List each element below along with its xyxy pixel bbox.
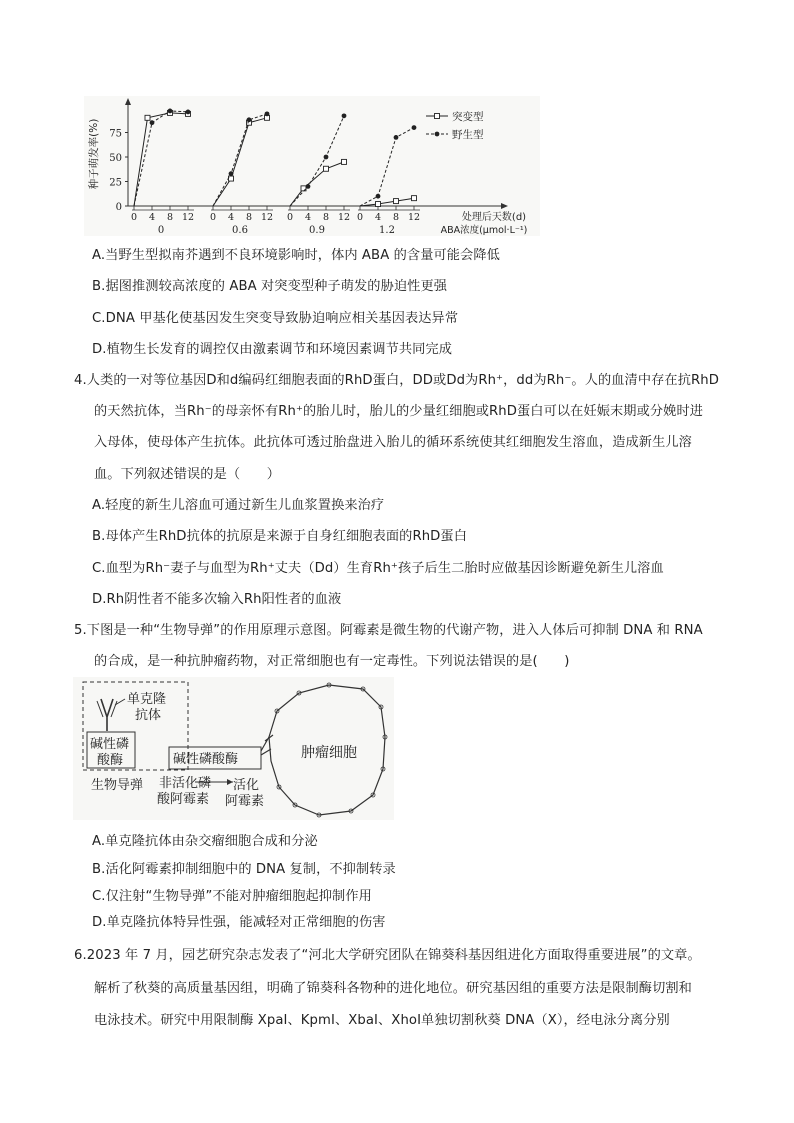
- antibody-label-2: 抗体: [135, 708, 162, 723]
- wild-data-point: [324, 155, 329, 160]
- wild-data-point: [186, 110, 191, 115]
- antibody-label-1: 单克隆: [127, 692, 167, 707]
- q6-stem-line-2: 解析了秋葵的高质量基因组，明确了锦葵科各物种的进化地位。研究基因组的重要方法是限制酶切割和: [94, 981, 692, 996]
- q5-stem-line-1: 5.下图是一种“生物导弹”的作用原理示意图。阿霉素是微生物的代谢产物，进入人体后可抑制 DNA 和 RNA: [74, 623, 703, 638]
- x-tick-label: 4: [227, 212, 235, 223]
- x-tick-label: 8: [245, 212, 253, 223]
- wild-data-point: [394, 135, 399, 140]
- x-tick-label: 0: [130, 212, 138, 223]
- missile-label: 生物导弹: [91, 778, 144, 793]
- diagram-svg: [73, 677, 394, 820]
- mutant-data-point: [342, 159, 347, 164]
- x-tick-label: 0: [286, 212, 294, 223]
- x-tick-label: 4: [374, 212, 382, 223]
- x-tick-label: 8: [392, 212, 400, 223]
- q5-option-c: C.仅注射“生物导弹”不能对肿瘤细胞起抑制作用: [92, 889, 372, 904]
- y-tick-label: 0: [115, 202, 122, 213]
- wild-data-point: [229, 171, 234, 176]
- y-tick-label: 50: [109, 153, 122, 164]
- q5-option-d: D.单克隆抗体特异性强，能减轻对正常细胞的伤害: [92, 915, 386, 930]
- q5-option-a: A.单克隆抗体由杂交瘤细胞合成和分泌: [92, 834, 318, 849]
- inactive-drug-label-1: 非活化磷: [159, 776, 212, 791]
- aba-group-label: 1.2: [379, 225, 395, 236]
- x-tick-label: 8: [166, 212, 174, 223]
- y-tick-label: 25: [109, 177, 122, 189]
- q4-option-d: D.Rh阴性者不能多次输入Rh阳性者的血液: [92, 592, 342, 607]
- mutant-data-point: [229, 176, 234, 181]
- active-drug-label-1: 活化: [233, 778, 260, 793]
- q3-option-a: A.当野生型拟南芥遇到不良环境影响时，体内 ABA 的含量可能会降低: [92, 248, 500, 263]
- x-tick-label: 0: [209, 212, 217, 223]
- x-tick-label: 12: [260, 212, 274, 223]
- aba-concentration-label: ABA浓度(μmol·L⁻¹): [440, 225, 528, 236]
- wild-data-point: [306, 184, 311, 189]
- wild-data-point: [150, 120, 155, 125]
- inactive-drug-label-2: 酸阿霉素: [157, 792, 210, 807]
- x-tick-label: 12: [407, 212, 421, 223]
- q5-stem-line-2: 的合成，是一种抗肿瘤药物，对正常细胞也有一定毒性。下列说法错误的是( ): [94, 654, 570, 669]
- q4-option-b: B.母体产生RhD抗体的抗原是来源于自身红细胞表面的RhD蛋白: [92, 529, 468, 544]
- alp-box-label-2: 酸酶: [97, 753, 124, 768]
- wild-data-point: [247, 117, 252, 122]
- wild-data-point: [342, 113, 347, 118]
- q4-stem-line-2: 的天然抗体，当Rh⁻的母亲怀有Rh⁺的胎儿时，胎儿的少量红细胞或RhD蛋白可以在妊娠末期或分娩时进: [94, 404, 704, 419]
- aba-group-label: 0.9: [309, 225, 325, 236]
- x-tick-label: 4: [304, 212, 312, 223]
- active-drug-label-2: 阿霉素: [225, 794, 265, 809]
- wild-data-point: [265, 111, 270, 116]
- alp-box-label-1: 碱性磷: [90, 737, 130, 752]
- q3-option-c: C.DNA 甲基化使基因发生突变导致胁迫响应相关基因表达异常: [92, 311, 459, 326]
- q3-option-b: B.据图推测较高浓度的 ABA 对突变型种子萌发的胁迫性更强: [92, 279, 448, 294]
- x-tick-label: 8: [322, 212, 330, 223]
- alp-bound-label: 碱性磷酸酶: [173, 752, 239, 767]
- x-axis-label: 处理后天数(d): [461, 212, 527, 223]
- mutant-data-point: [394, 199, 399, 204]
- biological-missile-diagram: [73, 677, 394, 820]
- wild-data-point: [412, 125, 417, 130]
- tumor-cell-label: 肿瘤细胞: [301, 745, 357, 761]
- q6-stem-line-1: 6.2023 年 7 月，园艺研究杂志发表了“河北大学研究团队在锦葵科基因组进化方面取得重要进展”的文章。: [74, 948, 701, 963]
- aba-group-label: 0: [157, 225, 165, 236]
- mutant-data-point: [376, 202, 381, 207]
- x-tick-label: 0: [356, 212, 364, 223]
- mutant-data-point: [324, 166, 329, 171]
- x-tick-label: 4: [148, 212, 156, 223]
- legend-mutant-marker: [435, 114, 440, 119]
- legend-wild-marker: [435, 132, 440, 137]
- q4-stem-line-3: 入母体，使母体产生抗体。此抗体可透过胎盘进入胎儿的循环系统使其红细胞发生溶血，造成新生儿溶: [94, 435, 692, 450]
- seed-germination-chart: [84, 96, 540, 236]
- mutant-data-point: [145, 115, 150, 120]
- y-axis-label: 种子萌发率(%): [88, 118, 100, 190]
- x-tick-label: 12: [181, 212, 195, 223]
- q4-option-a: A.轻度的新生儿溶血可通过新生儿血浆置换来治疗: [92, 498, 385, 513]
- wild-data-point: [376, 194, 381, 199]
- q4-option-c: C.血型为Rh⁻妻子与血型为Rh⁺丈夫（Dd）生育Rh⁺孩子后生二胎时应做基因诊断避免新生儿溶血: [92, 561, 664, 576]
- q4-stem-line-1: 4.人类的一对等位基因D和d编码红细胞表面的RhD蛋白，DD或Dd为Rh⁺，dd为Rh⁻。人的血清中存在抗RhD: [74, 373, 719, 388]
- q5-option-b: B.活化阿霉素抑制细胞中的 DNA 复制，不抑制转录: [92, 862, 396, 877]
- aba-group-label: 0.6: [232, 225, 248, 236]
- mutant-data-point: [412, 196, 417, 201]
- wild-data-point: [168, 109, 173, 114]
- y-tick-label: 75: [109, 128, 122, 140]
- legend-wild-label: 野生型: [452, 129, 484, 141]
- legend-mutant-label: 突变型: [452, 111, 484, 123]
- x-tick-label: 12: [337, 212, 351, 223]
- q4-stem-line-4: 血。下列叙述错误的是（ ）: [94, 467, 281, 482]
- q6-stem-line-3: 电泳技术。研究中用限制酶 XpaⅠ、KpmⅠ、XbaⅠ、XhoⅠ单独切割秋葵 DNA（X），经电泳分离分别: [94, 1013, 670, 1028]
- q3-option-d: D.植物生长发育的调控仅由激素调节和环境因素调节共同完成: [92, 342, 453, 357]
- chart-svg: [84, 96, 540, 236]
